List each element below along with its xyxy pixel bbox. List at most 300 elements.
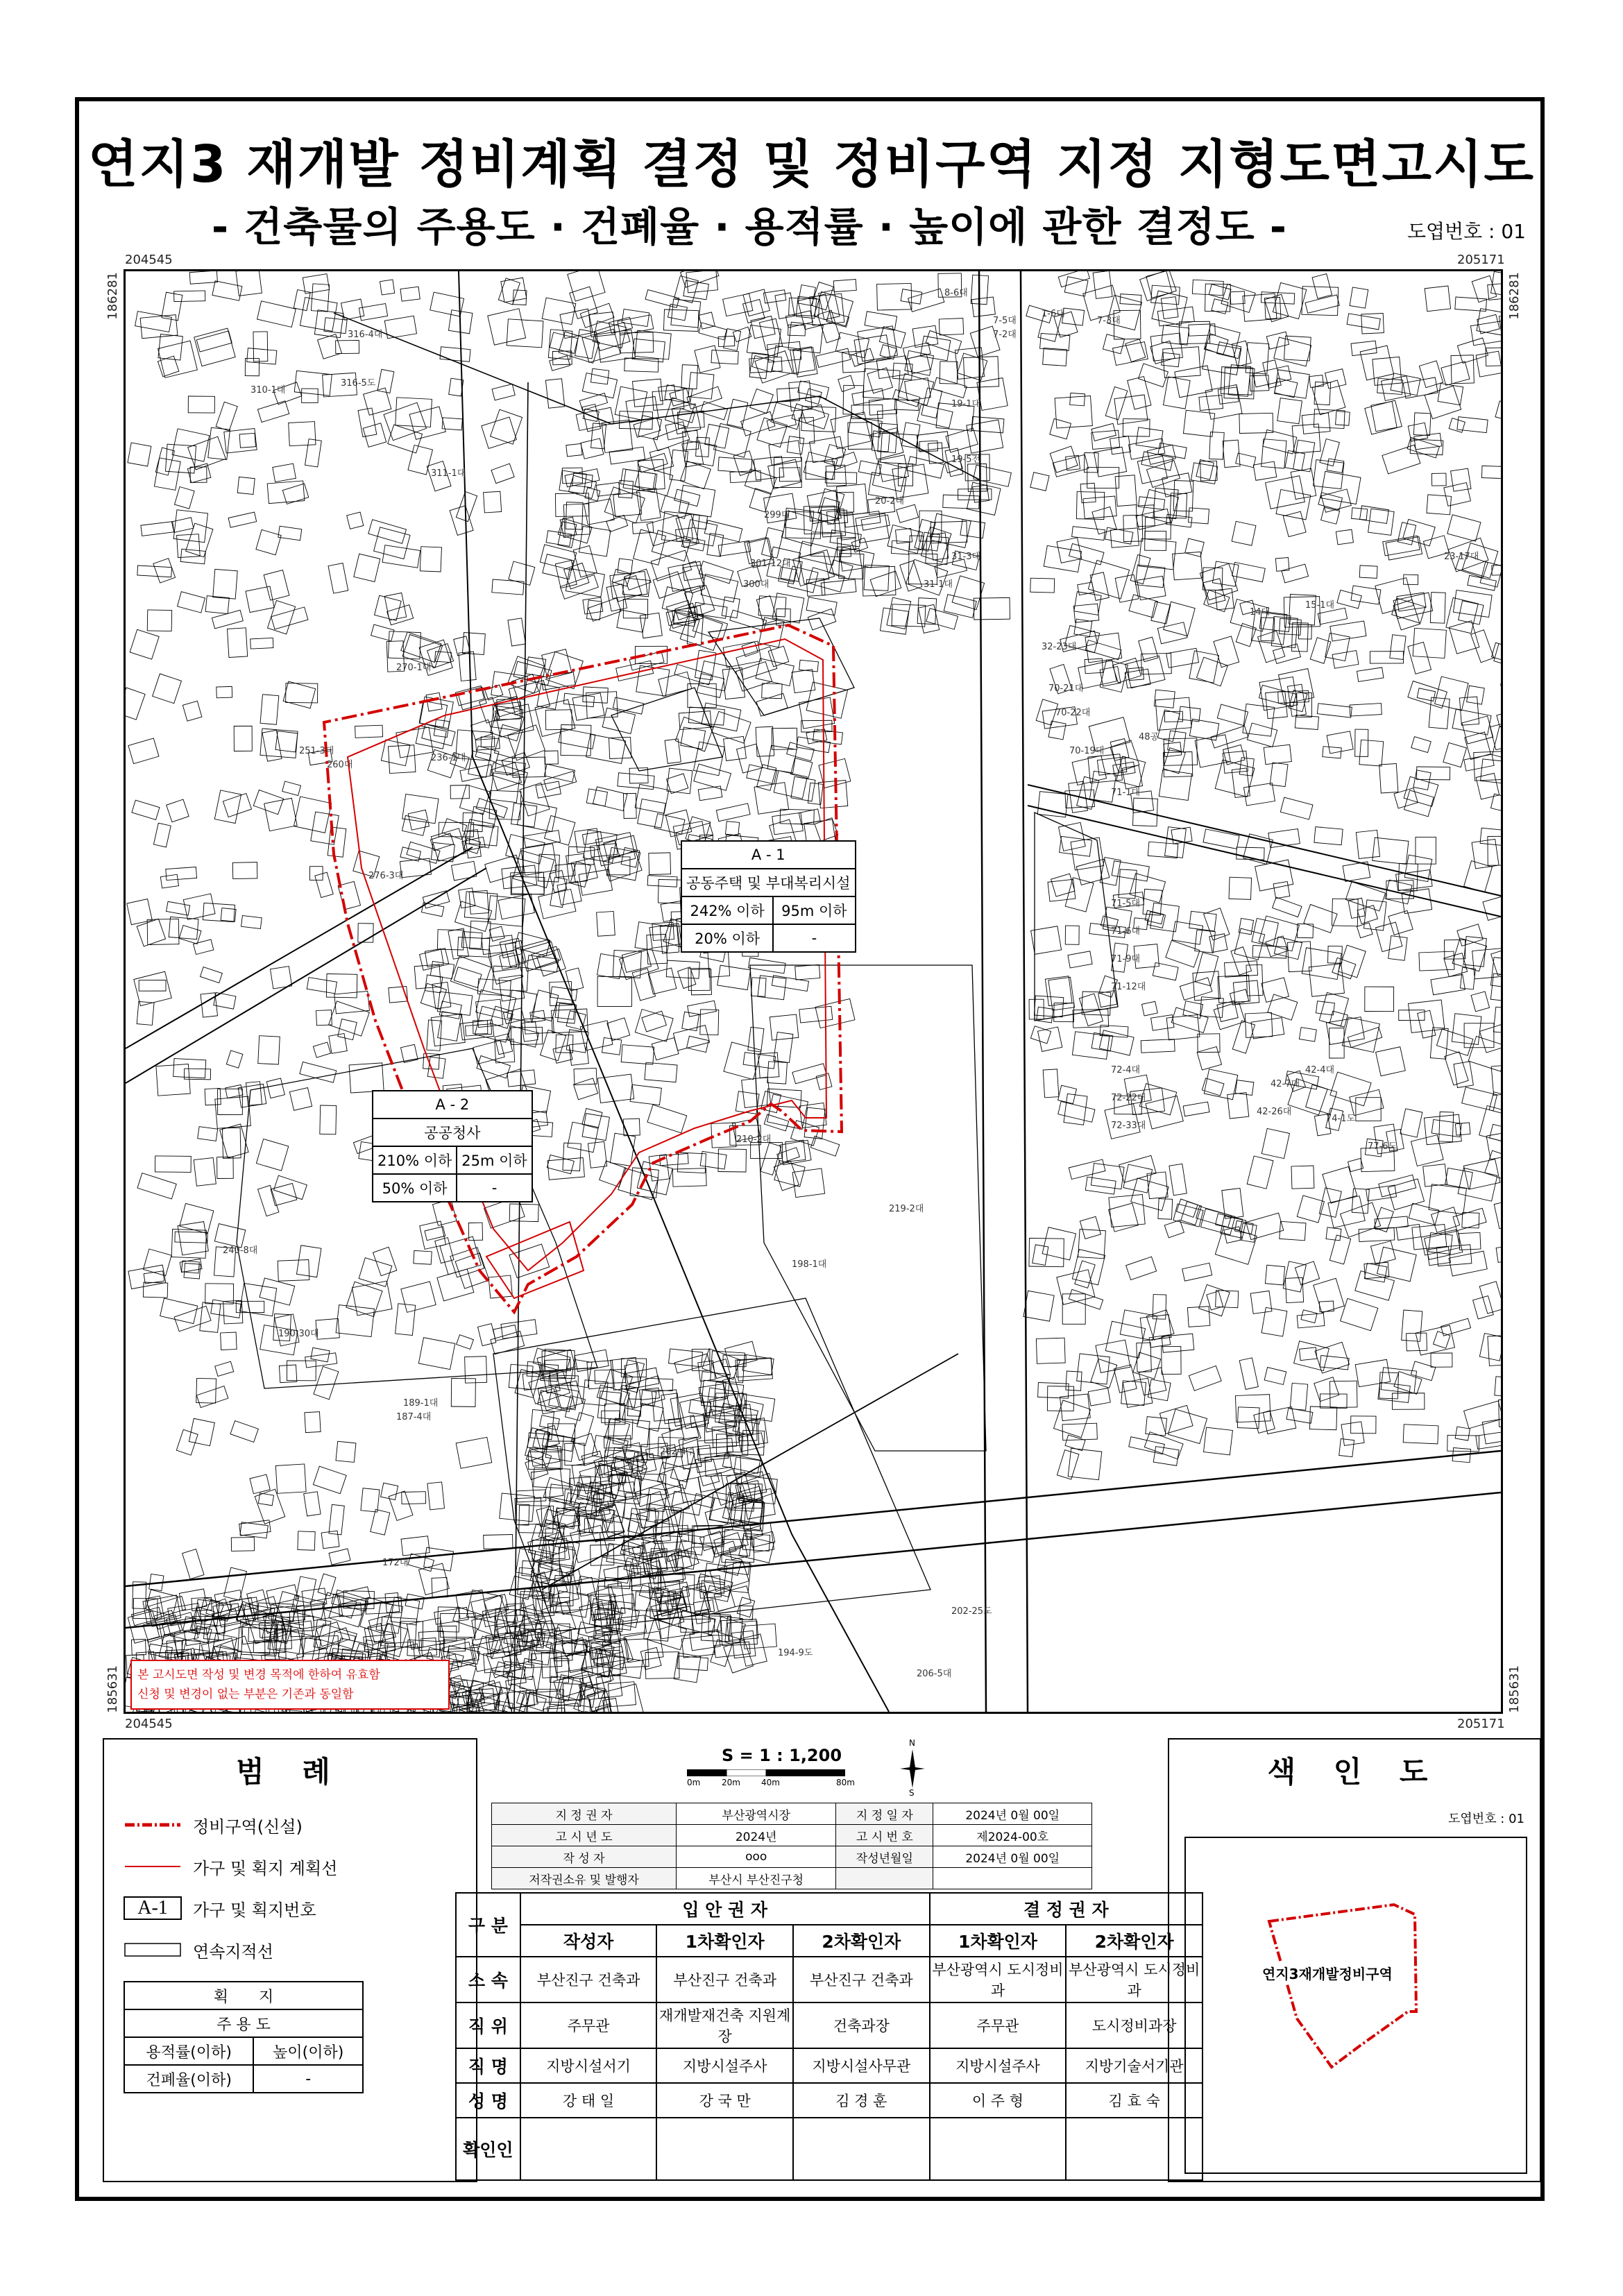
parcel	[324, 318, 347, 334]
approval-cell[interactable]	[793, 2118, 930, 2180]
parcel	[574, 1078, 598, 1100]
parcel-label: 74-1도	[1326, 1114, 1356, 1124]
parcel	[871, 428, 903, 459]
parcel-label: 70-22대	[1055, 708, 1091, 718]
parcel	[658, 880, 682, 903]
parcel	[381, 740, 410, 766]
parcel	[488, 896, 525, 926]
parcel	[408, 445, 432, 475]
parcel	[1425, 286, 1450, 312]
parcel-label: 23-17대	[1444, 552, 1479, 562]
parcel	[1113, 342, 1148, 366]
parcel	[1023, 1291, 1054, 1321]
parcel	[130, 629, 159, 659]
parcel	[179, 1589, 207, 1610]
parcel	[380, 280, 395, 295]
approval-role: 1차확인자	[656, 1925, 793, 1957]
parcel	[1400, 1109, 1422, 1137]
approval-cell: 지방기술서기관	[1066, 2048, 1203, 2083]
parcel	[1189, 1366, 1221, 1391]
parcel	[1175, 366, 1212, 398]
parcel	[1302, 413, 1330, 434]
parcel-label: 311-1대	[431, 468, 466, 479]
parcel	[257, 301, 296, 328]
parcel	[401, 1282, 436, 1312]
approval-cell[interactable]	[930, 2118, 1067, 2180]
parcel	[450, 785, 469, 799]
parcel	[387, 605, 414, 625]
approval-row	[456, 2002, 1203, 2048]
parcel	[743, 299, 765, 323]
parcel	[268, 600, 296, 633]
parcel	[699, 323, 726, 340]
parcel	[1403, 377, 1438, 398]
parcel	[760, 1143, 781, 1175]
parcel	[1196, 459, 1214, 479]
parcel	[588, 1141, 606, 1168]
parcel	[1261, 439, 1286, 468]
index-area-label: 연지3재개발정비구역	[1262, 1963, 1393, 1983]
parcel	[423, 891, 449, 908]
parcel	[741, 411, 775, 436]
parcel	[1447, 515, 1481, 541]
parcel	[382, 545, 420, 568]
parcel	[681, 727, 706, 749]
parcel	[456, 1437, 492, 1468]
parcel	[478, 1324, 496, 1346]
parcel	[440, 347, 470, 362]
parcel	[1274, 337, 1311, 366]
parcel	[427, 1020, 442, 1051]
parcel	[1430, 1028, 1448, 1060]
notice-info-table	[491, 1803, 1092, 1889]
parcel-label: 72-33대	[1111, 1121, 1146, 1131]
parcel	[917, 405, 953, 428]
parcel	[549, 1484, 572, 1504]
parcel	[1246, 343, 1269, 374]
parcel	[946, 428, 978, 452]
approval-cell[interactable]	[520, 2118, 657, 2180]
parcel	[1360, 346, 1393, 380]
parcel	[516, 1691, 546, 1711]
parcel	[540, 1415, 560, 1430]
parcel	[1153, 1447, 1179, 1466]
parcel	[1255, 860, 1293, 891]
approval-cell: 주무관	[520, 2002, 657, 2048]
parcel	[388, 631, 420, 659]
parcel	[669, 1349, 703, 1367]
parcel	[1476, 1431, 1501, 1449]
parcel	[1068, 951, 1092, 968]
parcel	[1261, 1128, 1289, 1158]
parcel	[633, 379, 663, 407]
parcel	[260, 1278, 295, 1305]
parcel-label: 251-3대	[299, 746, 334, 756]
parcel	[900, 561, 922, 591]
parcel	[139, 980, 166, 992]
parcel	[1171, 1007, 1208, 1033]
legend-item-block-line	[124, 1853, 337, 1880]
parcel	[787, 742, 815, 761]
parcel	[289, 422, 316, 446]
parcel	[1390, 635, 1406, 660]
parcel	[737, 1597, 754, 1617]
parcel	[606, 515, 628, 532]
parcel	[437, 1269, 474, 1301]
parcel	[758, 596, 786, 617]
parcel-label: 301-12대	[750, 559, 791, 569]
parcel	[1197, 1046, 1221, 1070]
zone-use: 공공청사	[373, 1119, 532, 1146]
parcel	[1441, 362, 1470, 385]
parcel	[492, 384, 515, 400]
parcel	[1057, 538, 1082, 563]
parcel	[597, 954, 622, 979]
parcel	[1050, 418, 1071, 439]
parcel-label: 71-9대	[1111, 954, 1141, 964]
zone-use: 공동주택 및 부대복리시설	[681, 869, 856, 896]
parcel	[1431, 974, 1465, 994]
parcel	[597, 911, 615, 936]
parcel	[215, 1096, 251, 1128]
parcel-label: 42-7대	[1271, 1079, 1300, 1089]
parcel	[1078, 661, 1117, 689]
parcel	[568, 271, 605, 301]
parcel	[364, 1624, 396, 1655]
parcel	[127, 899, 153, 925]
parcel	[653, 427, 689, 451]
parcel	[1286, 1408, 1313, 1423]
parcel	[498, 894, 534, 919]
parcel	[568, 1122, 599, 1153]
parcel	[203, 903, 235, 921]
parcel	[1365, 400, 1402, 434]
info-row	[492, 1803, 1092, 1825]
parcel	[1139, 538, 1176, 570]
parcel	[1486, 1132, 1501, 1159]
parcel	[183, 894, 215, 920]
parcel	[1459, 1232, 1481, 1250]
parcel	[1467, 686, 1485, 704]
parcel	[174, 291, 205, 302]
legend-title: 범 례	[236, 1755, 344, 1789]
parcel	[1239, 919, 1253, 935]
parcel	[699, 312, 715, 329]
parcel	[250, 638, 273, 649]
parcel	[1261, 1307, 1287, 1336]
parcel	[647, 876, 677, 887]
parcel	[566, 1011, 586, 1030]
parcel	[253, 790, 283, 815]
approval-cell: 부산광역시 도시정비과	[930, 1957, 1067, 2002]
parcel	[1488, 1335, 1501, 1366]
parcel	[694, 602, 727, 618]
parcel	[620, 469, 655, 489]
approval-row	[456, 1957, 1203, 2002]
parcel-label: 77-6도	[1368, 1141, 1397, 1152]
parcel	[239, 433, 255, 448]
parcel-label: 276-3대	[368, 871, 404, 881]
parcel	[1283, 511, 1306, 536]
parcel-label: 7-2대	[993, 330, 1017, 340]
parcel	[1444, 953, 1468, 977]
approval-role: 1차확인자	[930, 1925, 1067, 1957]
parcel	[1330, 621, 1366, 641]
parcel	[400, 847, 421, 861]
parcel	[665, 739, 681, 764]
parcel	[714, 423, 751, 457]
parcel	[837, 484, 868, 516]
parcel	[1463, 937, 1486, 967]
info-cell: 부산광역시장	[677, 1803, 836, 1825]
parcel	[1091, 1359, 1117, 1388]
parcel-label: 70-19대	[1069, 746, 1105, 756]
legend-lot-table	[124, 1981, 364, 2093]
parcel	[1355, 1271, 1395, 1301]
parcel	[1436, 1029, 1472, 1055]
parcel	[535, 699, 575, 736]
parcel	[1494, 1199, 1501, 1229]
parcel	[670, 1393, 706, 1427]
parcel	[736, 1091, 759, 1114]
parcel	[1370, 652, 1403, 663]
parcel	[298, 1531, 315, 1550]
parcel	[1336, 411, 1350, 426]
coord-top-left: 204545	[125, 253, 173, 267]
parcel	[273, 464, 296, 482]
parcel	[750, 389, 774, 413]
parcel	[1231, 947, 1252, 976]
parcel	[1110, 740, 1139, 772]
legend-label: 연속지적선	[193, 1941, 273, 1962]
parcel	[688, 373, 714, 399]
zone-height: 95m 이하	[773, 896, 855, 924]
parcel	[525, 1017, 554, 1034]
parcel	[1416, 837, 1436, 864]
north-arrow-icon	[899, 1738, 926, 1798]
zone-extra: -	[457, 1174, 532, 1202]
coord-left-top: 186281	[105, 272, 120, 320]
parcel	[1080, 1216, 1101, 1239]
parcel	[569, 1043, 588, 1065]
parcel	[363, 423, 386, 448]
parcel	[589, 312, 615, 337]
parcel	[311, 284, 329, 312]
parcel	[1250, 1291, 1272, 1313]
parcel	[508, 725, 545, 760]
parcel	[858, 326, 898, 362]
parcel	[1153, 962, 1178, 980]
parcel	[223, 1128, 241, 1158]
parcel	[1042, 1227, 1076, 1260]
dash-cell: -	[253, 2065, 363, 2093]
parcel	[1382, 445, 1420, 474]
parcel	[232, 862, 257, 879]
parcel	[1404, 776, 1438, 806]
parcel	[821, 579, 856, 595]
cadastral-map[interactable]	[124, 269, 1503, 1714]
parcel	[586, 789, 607, 806]
parcel	[1187, 1307, 1209, 1327]
parcel	[236, 271, 262, 296]
block-line-symbol-icon	[124, 1855, 182, 1878]
parcel	[1151, 602, 1171, 624]
parcel	[1103, 334, 1124, 354]
parcel	[1408, 423, 1427, 441]
parcel	[739, 1536, 774, 1563]
parcel	[1327, 459, 1344, 473]
parcel	[178, 592, 205, 613]
parcel	[658, 385, 677, 401]
parcel	[305, 1353, 337, 1368]
parcel	[791, 776, 815, 801]
parcel	[538, 1628, 563, 1647]
parcel	[275, 1464, 306, 1493]
parcel	[416, 726, 446, 749]
parcel	[160, 874, 178, 888]
parcel	[1153, 488, 1178, 518]
parcel	[318, 1574, 336, 1596]
parcel	[870, 571, 901, 597]
parcel	[206, 1600, 224, 1618]
parcel	[189, 1418, 214, 1445]
parcel	[1360, 506, 1389, 524]
parcel	[313, 1042, 330, 1057]
parcel	[691, 969, 712, 995]
parcel	[286, 683, 318, 703]
parcel	[1043, 348, 1067, 366]
parcel	[196, 1378, 216, 1403]
parcel	[1147, 1172, 1168, 1199]
parcel	[652, 922, 674, 940]
parcel	[1030, 1026, 1051, 1044]
parcel	[671, 299, 701, 328]
parcel	[214, 790, 241, 824]
parcel	[1263, 430, 1297, 454]
parcel	[838, 375, 855, 391]
parcel	[787, 436, 804, 454]
parcel	[405, 1594, 425, 1609]
parcel	[810, 1136, 839, 1156]
zone-id: A - 1	[681, 841, 856, 869]
parcel	[329, 1549, 350, 1565]
parcel	[563, 1143, 581, 1171]
parcel	[792, 404, 829, 429]
parcel	[1058, 1102, 1095, 1123]
parcel	[216, 402, 237, 431]
parcel	[247, 348, 277, 364]
far-cell: 용적률(이하)	[124, 2037, 253, 2065]
parcel	[359, 1258, 392, 1287]
parcel-label: 202-4주	[660, 1447, 695, 1457]
parcel	[1164, 742, 1182, 757]
info-cell: 지 정 일 자	[836, 1803, 933, 1825]
parcel	[1031, 926, 1062, 955]
parcel	[632, 969, 655, 1001]
parcel	[1203, 829, 1239, 849]
parcel	[1404, 575, 1418, 585]
parcel	[182, 701, 201, 721]
parcel	[659, 1469, 681, 1496]
parcel	[714, 1533, 742, 1556]
parcel	[477, 1056, 511, 1078]
parcel	[305, 1412, 321, 1433]
parcel	[1352, 508, 1368, 520]
parcel	[389, 745, 416, 774]
parcel	[1351, 341, 1377, 355]
parcel	[1170, 493, 1187, 518]
parcel	[1493, 726, 1501, 760]
parcel	[432, 1577, 448, 1597]
parcel	[184, 1626, 219, 1646]
parcel	[584, 830, 618, 862]
parcel	[763, 290, 785, 303]
parcel	[960, 520, 985, 538]
parcel	[877, 283, 912, 310]
parcel	[1115, 475, 1137, 507]
parcel	[1464, 1401, 1501, 1429]
parcel	[368, 520, 407, 544]
scale-label: S = 1 : 1,200	[722, 1746, 842, 1765]
parcel	[1036, 699, 1057, 725]
parcel	[419, 1563, 450, 1595]
notice-line-1: 본 고시도면 작성 및 변경 목적에 한하여 유효함	[137, 1668, 380, 1682]
parcel	[240, 1522, 268, 1538]
parcel	[722, 597, 740, 618]
parcel	[1212, 561, 1239, 586]
parcel	[1228, 365, 1251, 397]
parcel	[1062, 1294, 1085, 1325]
parcel	[250, 1474, 270, 1494]
notice-line-2: 신청 및 변경이 없는 부분은 기존과 동일함	[137, 1687, 354, 1701]
parcel	[718, 336, 735, 346]
approval-cell[interactable]	[656, 2118, 793, 2180]
parcel	[450, 506, 473, 536]
parcel	[508, 618, 526, 646]
parcel	[1314, 460, 1344, 489]
parcel	[1093, 271, 1112, 298]
parcel	[1350, 704, 1382, 717]
parcel	[315, 872, 333, 897]
parcel	[1411, 1135, 1444, 1166]
parcel	[1457, 417, 1488, 433]
parcel	[566, 968, 584, 991]
parcel	[453, 1607, 483, 1629]
parcel	[318, 334, 342, 359]
parcel	[651, 550, 691, 581]
parcel	[748, 1027, 764, 1052]
parcel	[727, 399, 748, 427]
parcel	[792, 1168, 825, 1198]
approval-role: 작성자	[520, 1925, 657, 1957]
parcel	[1145, 518, 1171, 539]
parcel	[200, 967, 222, 983]
parcel	[798, 285, 815, 306]
parcel	[1317, 704, 1352, 717]
parcel	[547, 1155, 574, 1173]
parcel	[1408, 681, 1447, 708]
parcel	[1076, 492, 1104, 520]
coord-bottom-left: 204545	[125, 1717, 173, 1731]
parcel	[677, 1656, 708, 1671]
parcel	[294, 290, 310, 311]
parcel	[628, 1513, 647, 1534]
parcel	[894, 400, 919, 411]
parcel	[1044, 545, 1081, 572]
parcel	[686, 520, 717, 546]
parcel	[545, 751, 559, 764]
parcel	[623, 1545, 651, 1579]
